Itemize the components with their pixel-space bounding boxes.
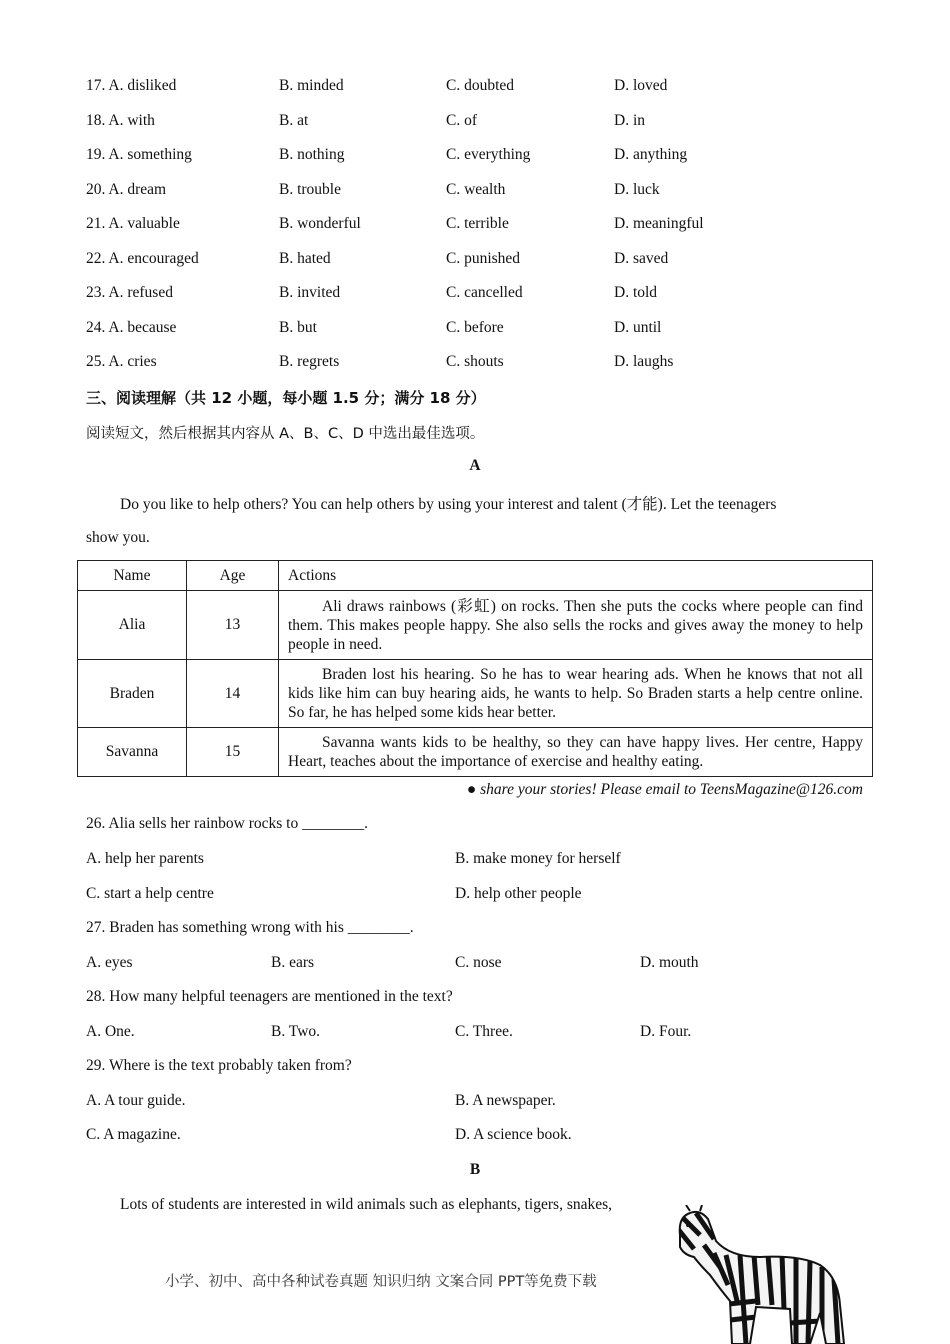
zebra-illustration [660,1205,860,1344]
cell-age: 14 [187,660,279,728]
question-option: D. A science book. [455,1126,572,1143]
option-b: B. nothing [279,146,345,163]
option-d: D. until [614,319,662,336]
question-option: C. Three. [455,1023,513,1040]
option-d: D. in [614,112,645,129]
table-row [78,591,873,660]
question-option: D. Four. [640,1023,692,1040]
option-c: C. doubted [446,77,515,94]
question-option: B. ears [271,954,315,971]
question-option: A. A tour guide. [86,1092,186,1109]
cell-age: 15 [187,728,279,777]
option-b: B. invited [279,284,341,301]
question-option: C. nose [455,954,502,971]
header-name: Name [78,561,187,591]
option-d: D. told [614,284,658,301]
option-b: B. hated [279,250,331,267]
option-d: D. laughs [614,353,674,370]
question-stem: 27. Braden has something wrong with his ________. [86,919,414,936]
option-d: D. saved [614,250,669,267]
option-c: C. cancelled [446,284,523,301]
table-row [78,728,873,777]
cell-age: 13 [187,591,279,660]
question-option: B. Two. [271,1023,321,1040]
option-d: D. meaningful [614,215,704,232]
passage-b-heading: B [469,1161,481,1178]
passage-b-intro: Lots of students are interested in wild animals such as elephants, tigers, snakes, [120,1196,613,1213]
option-c: C. before [446,319,504,336]
option-a: 21. A. valuable [86,215,180,232]
cell-action: Savanna wants kids to be healthy, so they can have happy lives. Her centre, Happy Heart, teaches about the importance of exercise and healthy eating. [279,728,873,777]
section-instruction: 阅读短文，然后根据其内容从 A、B、C、D 中选出最佳选项。 [86,426,485,442]
option-a: 18. A. with [86,112,155,129]
table-row [78,660,873,728]
question-option: B. A newspaper. [455,1092,556,1109]
teen-actions-table [77,560,873,777]
option-a: 22. A. encouraged [86,250,199,267]
option-a: 24. A. because [86,319,177,336]
table-header-row [78,561,873,591]
option-d: D. anything [614,146,688,163]
question-option: A. help her parents [86,850,204,867]
option-c: C. of [446,112,477,129]
option-c: C. shouts [446,353,504,370]
option-c: C. everything [446,146,531,163]
option-d: D. loved [614,77,668,94]
question-option: C. A magazine. [86,1126,181,1143]
cell-name: Braden [78,660,187,728]
option-b: B. but [279,319,317,336]
header-age: Age [187,561,279,591]
passage-a-intro: Do you like to help others? You can help others by using your interest and talent (才能). Let the teenagers [120,496,777,513]
share-stories-note: ● share your stories! Please email to TeensMagazine@126.com [466,781,863,798]
question-option: C. start a help centre [86,885,214,902]
option-c: C. wealth [446,181,506,198]
cell-action: Braden lost his hearing. So he has to wear hearing ads. When he knows that not all kids like him can buy hearing aids, he wants to help. So Braden starts a help centre online. So far, he has helped some kids hear better. [279,660,873,728]
cell-action: Ali draws rainbows (彩虹) on rocks. Then she puts the cocks where people can find them. This makes people happy. She also sells the rocks and gives away the money to help people in need. [279,591,873,660]
question-option: D. help other people [455,885,582,902]
option-b: B. trouble [279,181,341,198]
option-b: B. wonderful [279,215,361,232]
option-a: 23. A. refused [86,284,173,301]
question-stem: 28. How many helpful teenagers are mentioned in the text? [86,988,453,1005]
section-title: 三、阅读理解（共 12 小题，每小题 1.5 分；满分 18 分） [86,389,486,407]
question-option: A. One. [86,1023,135,1040]
header-actions: Actions [279,561,873,591]
cell-name: Savanna [78,728,187,777]
option-a: 17. A. disliked [86,77,177,94]
passage-a-intro-cont: show you. [86,529,150,546]
option-a: 19. A. something [86,146,192,163]
option-c: C. terrible [446,215,509,232]
question-option: A. eyes [86,954,133,971]
option-a: 20. A. dream [86,181,167,198]
footer-watermark: 小学、初中、高中各种试卷真题 知识归纳 文案合同 PPT等免费下载 [165,1274,597,1290]
question-stem: 29. Where is the text probably taken from? [86,1057,352,1074]
option-b: B. minded [279,77,344,94]
passage-a-heading: A [469,457,481,474]
option-d: D. luck [614,181,660,198]
option-c: C. punished [446,250,521,267]
option-b: B. at [279,112,309,129]
cell-name: Alia [78,591,187,660]
option-a: 25. A. cries [86,353,157,370]
question-option: D. mouth [640,954,699,971]
question-option: B. make money for herself [455,850,621,867]
option-b: B. regrets [279,353,340,370]
question-stem: 26. Alia sells her rainbow rocks to ________. [86,815,368,832]
